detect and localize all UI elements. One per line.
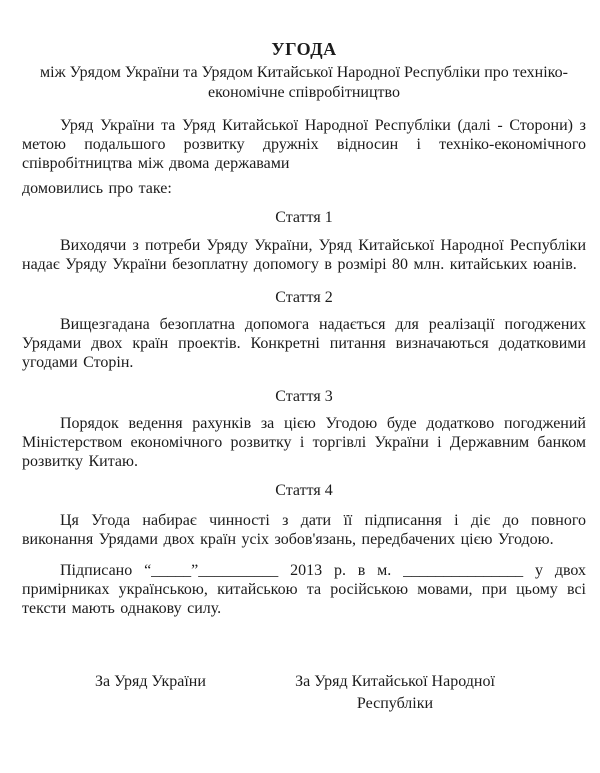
article-2 bbox=[22, 288, 586, 372]
document-subtitle: між Урядом України та Урядом Китайської Народної Республіки про техніко-економічне співробітництво bbox=[40, 64, 568, 101]
article-4-text: Ця Угода набирає чинності з дати її підписання і діє до повного виконання Урядами двох країн усіх зобов'язань, передбачених цією Угодою. bbox=[22, 512, 586, 548]
article-4-heading: Стаття 4 bbox=[275, 482, 333, 499]
article-1 bbox=[22, 208, 586, 274]
signing-clause: Підписано “_____”__________ 2013 р. в м. _______________ у двох примірниках українською, китайською та російською мовами, при цьому всі тексти мають однакову силу. bbox=[22, 562, 586, 617]
article-1-heading: Стаття 1 bbox=[275, 209, 333, 226]
preamble-paragraph: Уряд України та Уряд Китайської Народної Республіки (далі - Сторони) з метою подальшого розвитку дружніх відносин і техніко-економічного співробітництва між двома державами bbox=[22, 117, 586, 172]
article-3-text: Порядок ведення рахунків за цією Угодою буде додатково погоджений Міністерством економічного розвитку і торгівлі України і Державним банком розвитку Китаю. bbox=[22, 415, 586, 470]
signature-right-china: За Уряд Китайської Народної Республіки bbox=[295, 673, 495, 712]
agreement-clause: домовились про таке: bbox=[22, 180, 172, 197]
document-title: УГОДА bbox=[271, 39, 337, 59]
article-2-heading: Стаття 2 bbox=[275, 289, 333, 306]
article-1-text: Виходячи з потреби Уряду України, Уряд Китайської Народної Республіки надає Уряду України безоплатну допомогу в розмірі 80 млн. китайських юанів. bbox=[22, 237, 586, 273]
article-2-text: Вищезгадана безоплатна допомога надається для реалізації погоджених Урядами двох країн проектів. Конкретні питання визначаються додатковими угодами Сторін. bbox=[22, 316, 586, 371]
article-3 bbox=[22, 387, 586, 471]
signature-left-ukraine: За Уряд України bbox=[95, 673, 206, 690]
article-4 bbox=[22, 481, 586, 549]
article-3-heading: Стаття 3 bbox=[275, 388, 333, 405]
signature-block bbox=[22, 671, 586, 715]
